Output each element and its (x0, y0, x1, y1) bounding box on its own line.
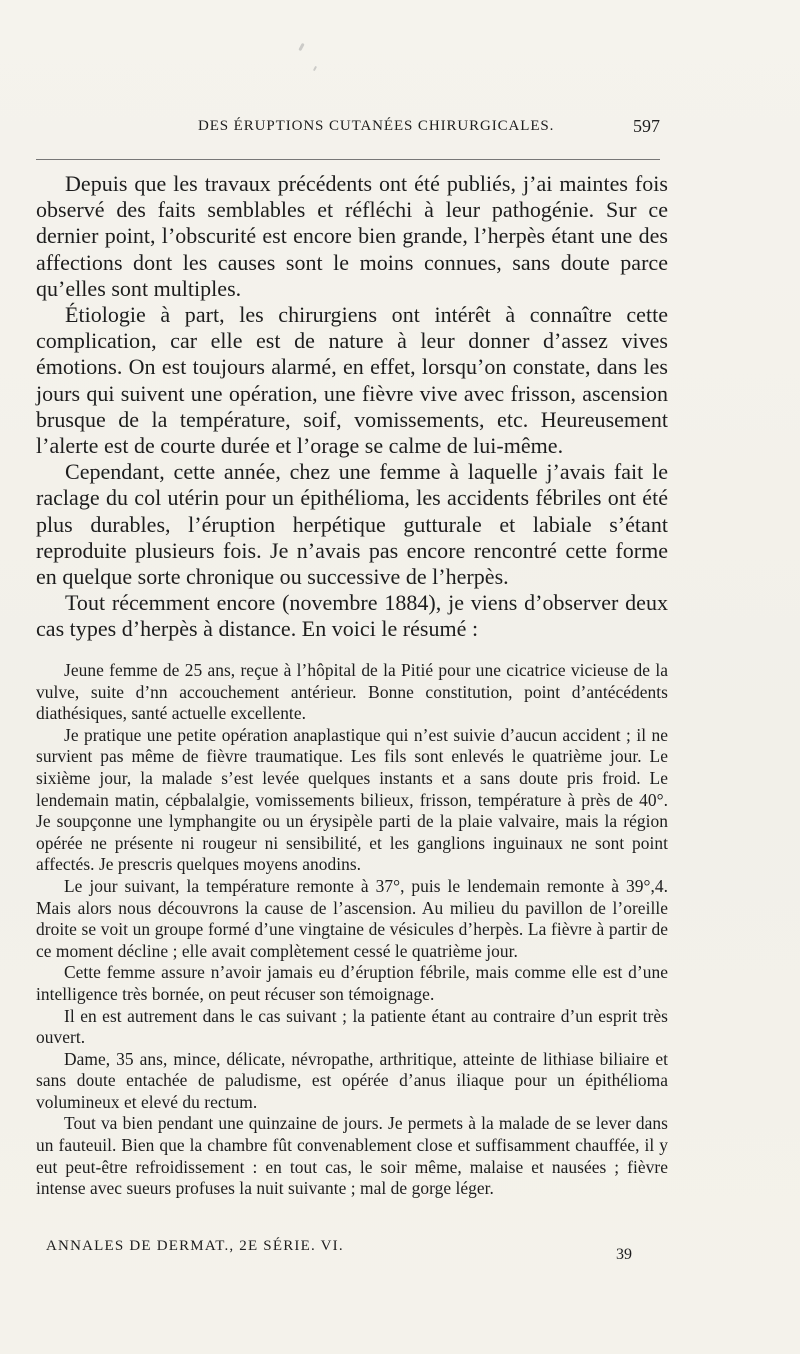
running-title: DES ÉRUPTIONS CUTANÉES CHIRURGICALES. (198, 118, 555, 134)
case-paragraph-7: Tout va bien pendant une quinzaine de jours. Je permets à la malade de se lever dans un fauteuil. Bien que la chambre fût convenablement close et suffisamment chauffée, il y eut peut-être refroidissement : en tout cas, le soir même, malaise et nausées ; fièvre intense avec sueurs profuses la nuit suivante ; mal de gorge léger. (36, 1113, 668, 1199)
body-paragraph-4: Tout récemment encore (novembre 1884), je viens d’observer deux cas types d’herpès à distance. En voici le résumé : (36, 590, 668, 642)
sheet-number: 39 (616, 1246, 632, 1263)
page-number: 597 (633, 116, 660, 136)
case-paragraph-5: Il en est autrement dans le cas suivant ; la patiente étant au contraire d’un esprit très ouvert. (36, 1005, 668, 1048)
page-footer (36, 1238, 668, 1266)
case-paragraph-3: Le jour suivant, la température remonte à 37°, puis le lendemain remonte à 39°,4. Mais alors nous découvrons la cause de l’ascension. Au milieu du pavillon de l’oreille droite se voit un groupe formé d’une vingtaine de vésicules d’herpès. La fièvre à partir de ce moment décline ; elle avait complètement cessé le quatrième jour. (36, 875, 668, 961)
paper-speck (313, 66, 317, 71)
case-paragraph-2: Je pratique une petite opération anaplastique qui n’est suivie d’aucun accident ; il ne survient pas même de fièvre traumatique. Les fils sont enlevés le quatrième jour. Le sixième jour, la malade s’est levée quelques instants et a sans doute pris froid. Le lendemain matin, cépbalalgie, vomissements bilieux, frisson, température à près de 40°. Je soupçonne une lymphangite ou un érysipèle parti de la plaie valvaire, mais la région opérée ne présente ni rougeur ni sensibilité, et les ganglions inguinaux ne sont point affectés. Je prescris quelques moyens anodins. (36, 724, 668, 875)
case-notes (36, 660, 668, 1200)
body-paragraph-1: Depuis que les travaux précédents ont été publiés, j’ai maintes fois observé des faits semblables et réfléchi à leur pathogénie. Sur ce dernier point, l’obscurité est encore bien grande, l’herpès étant une des affections dont les causes sont le moins connues, sans doute parce qu’elles sont multiples. (36, 171, 668, 301)
header-rule (36, 159, 660, 160)
body-paragraph-2: Étiologie à part, les chirurgiens ont intérêt à connaître cette complication, car elle est de nature à leur donner d’assez vives émotions. On est toujours alarmé, en effet, lorsqu’on constate, dans les jours qui suivent une opération, une fièvre vive avec frisson, ascension brusque de la température, soif, vomissements, etc. Heureusement l’alerte est de courte durée et l’orage se calme de lui-même. (36, 302, 668, 459)
body-paragraph-3: Cependant, cette année, chez une femme à laquelle j’avais fait le raclage du col utérin pour un épithélioma, les accidents fébriles ont été plus durables, l’éruption herpétique gutturale et labiale s’étant reproduite plusieurs fois. Je n’avais pas encore rencontré cette forme en quelque sorte chronique ou successive de l’herpès. (36, 459, 668, 590)
journal-signature: ANNALES DE DERMAT., 2E SÉRIE. VI. (46, 1238, 344, 1254)
case-paragraph-1: Jeune femme de 25 ans, reçue à l’hôpital de la Pitié pour une cicatrice vicieuse de la vulve, suite d’nn accouchement antérieur. Bonne constitution, point d’antécédents diathésiques, santé actuelle excellente. (36, 660, 668, 724)
main-text (36, 171, 668, 643)
case-paragraph-4: Cette femme assure n’avoir jamais eu d’éruption fébrile, mais comme elle est d’une intelligence très bornée, on peut récuser son témoignage. (36, 962, 668, 1004)
running-header (36, 118, 660, 140)
case-paragraph-6: Dame, 35 ans, mince, délicate, névropathe, arthritique, atteinte de lithiase biliaire et sans doute entachée de paludisme, est opérée d’anus iliaque pour un épithélioma volumineux et elevé du rectum. (36, 1048, 668, 1112)
paper-speck (298, 43, 304, 51)
